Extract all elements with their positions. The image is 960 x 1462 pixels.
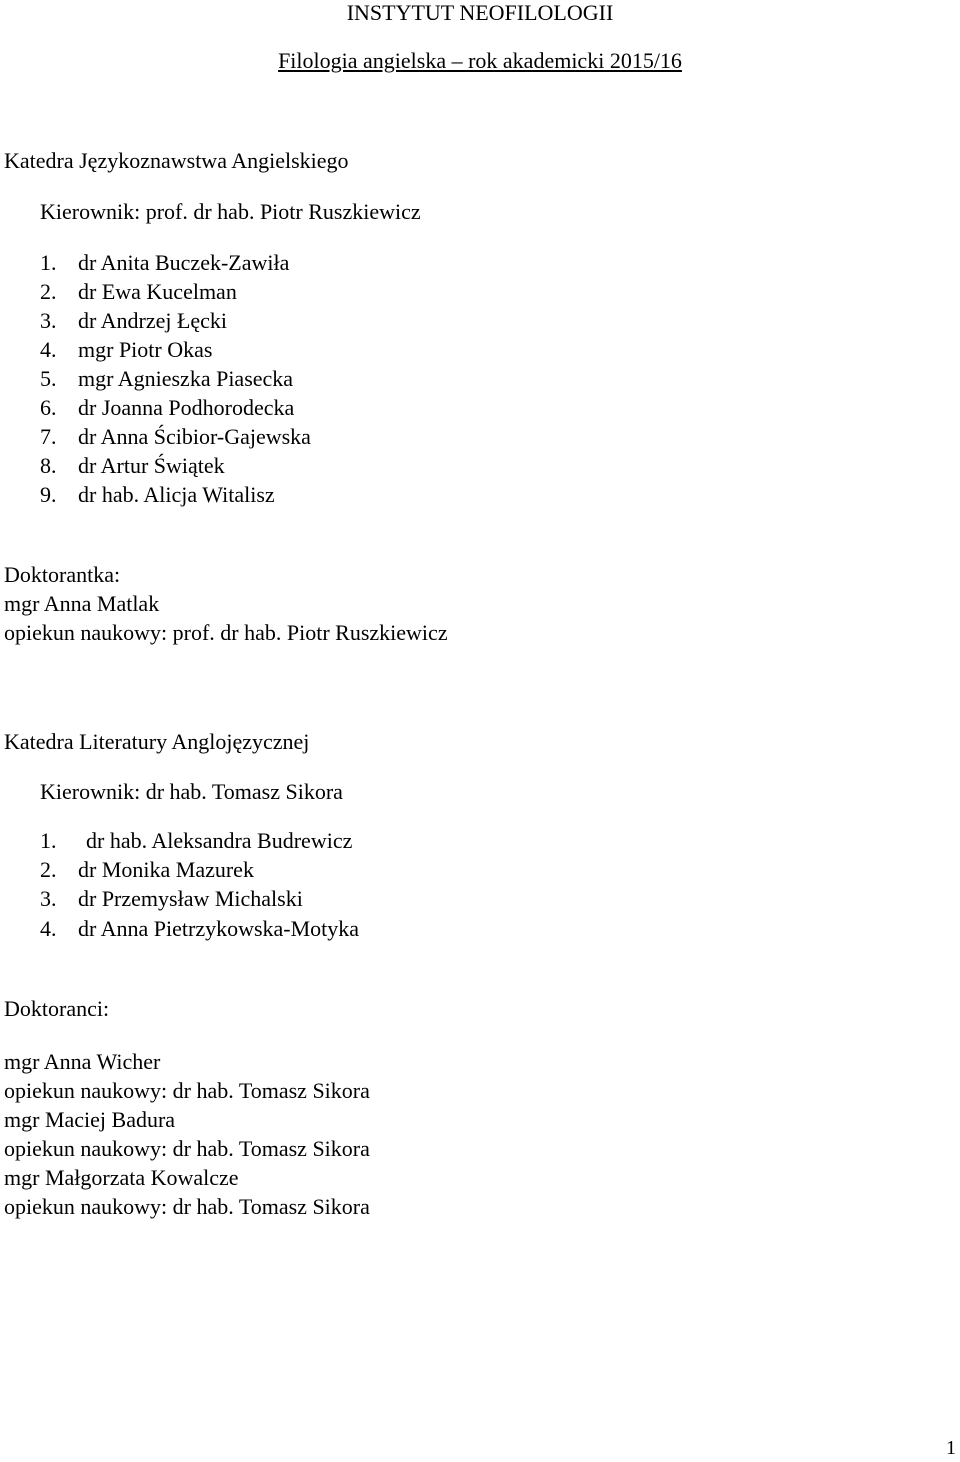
doctoral-supervisor: opiekun naukowy: dr hab. Tomasz Sikora [4,1194,370,1219]
institute-title: INSTYTUT NEOFILOLOGII [346,0,614,25]
list-item-name: dr Joanna Podhorodecka [78,395,295,420]
doctoral-supervisor: opiekun naukowy: prof. dr hab. Piotr Ruszkiewicz [4,620,448,645]
doctoral-supervisor: opiekun naukowy: dr hab. Tomasz Sikora [4,1136,370,1161]
list-item-name: dr Artur Świątek [78,453,225,478]
section1-doctoral-label: Doktorantka: [4,562,121,587]
list-item-number: 5. [40,366,57,391]
list-item-name: dr Anita Buczek-Zawiła [78,250,290,275]
section1-head: Kierownik: prof. dr hab. Piotr Ruszkiewicz [40,199,421,224]
section1-title: Katedra Językoznawstwa Angielskiego [4,148,349,173]
list-item-number: 9. [40,482,57,507]
list-item-number: 1. [40,250,57,275]
page-number: 1 [946,1437,956,1459]
list-item-name: dr Ewa Kucelman [78,279,237,304]
list-item-number: 6. [40,395,57,420]
doctoral-student-name: mgr Maciej Badura [4,1107,176,1132]
doctoral-supervisor: opiekun naukowy: dr hab. Tomasz Sikora [4,1078,370,1103]
doctoral-student-name: mgr Anna Matlak [4,591,160,616]
program-title: Filologia angielska – rok akademicki 2015/16 [278,48,682,73]
list-item-name: dr Andrzej Łęcki [78,308,228,333]
list-item-number: 1. [40,828,57,853]
list-item-number: 3. [40,308,57,333]
list-item-number: 2. [40,279,57,304]
list-item-name: dr Anna Pietrzykowska-Motyka [78,916,360,941]
list-item-name: mgr Agnieszka Piasecka [78,366,294,391]
list-item-number: 7. [40,424,57,449]
list-item-name: dr Anna Ścibior-Gajewska [78,424,311,449]
list-item-number: 3. [40,886,57,911]
doctoral-student-name: mgr Małgorzata Kowalcze [4,1165,239,1190]
list-item-number: 8. [40,453,57,478]
list-item-number: 4. [40,337,57,362]
list-item-name: dr hab. Aleksandra Budrewicz [86,828,353,853]
list-item-name: dr hab. Alicja Witalisz [78,482,275,507]
doctoral-student-name: mgr Anna Wicher [4,1049,161,1074]
list-item-name: mgr Piotr Okas [78,337,213,362]
section2-head: Kierownik: dr hab. Tomasz Sikora [40,779,343,804]
section2-title: Katedra Literatury Anglojęzycznej [4,729,310,754]
list-item-number: 4. [40,916,57,941]
list-item-name: dr Przemysław Michalski [78,886,303,911]
section2-doctoral-label: Doktoranci: [4,996,110,1021]
list-item-number: 2. [40,857,57,882]
list-item-name: dr Monika Mazurek [78,857,254,882]
